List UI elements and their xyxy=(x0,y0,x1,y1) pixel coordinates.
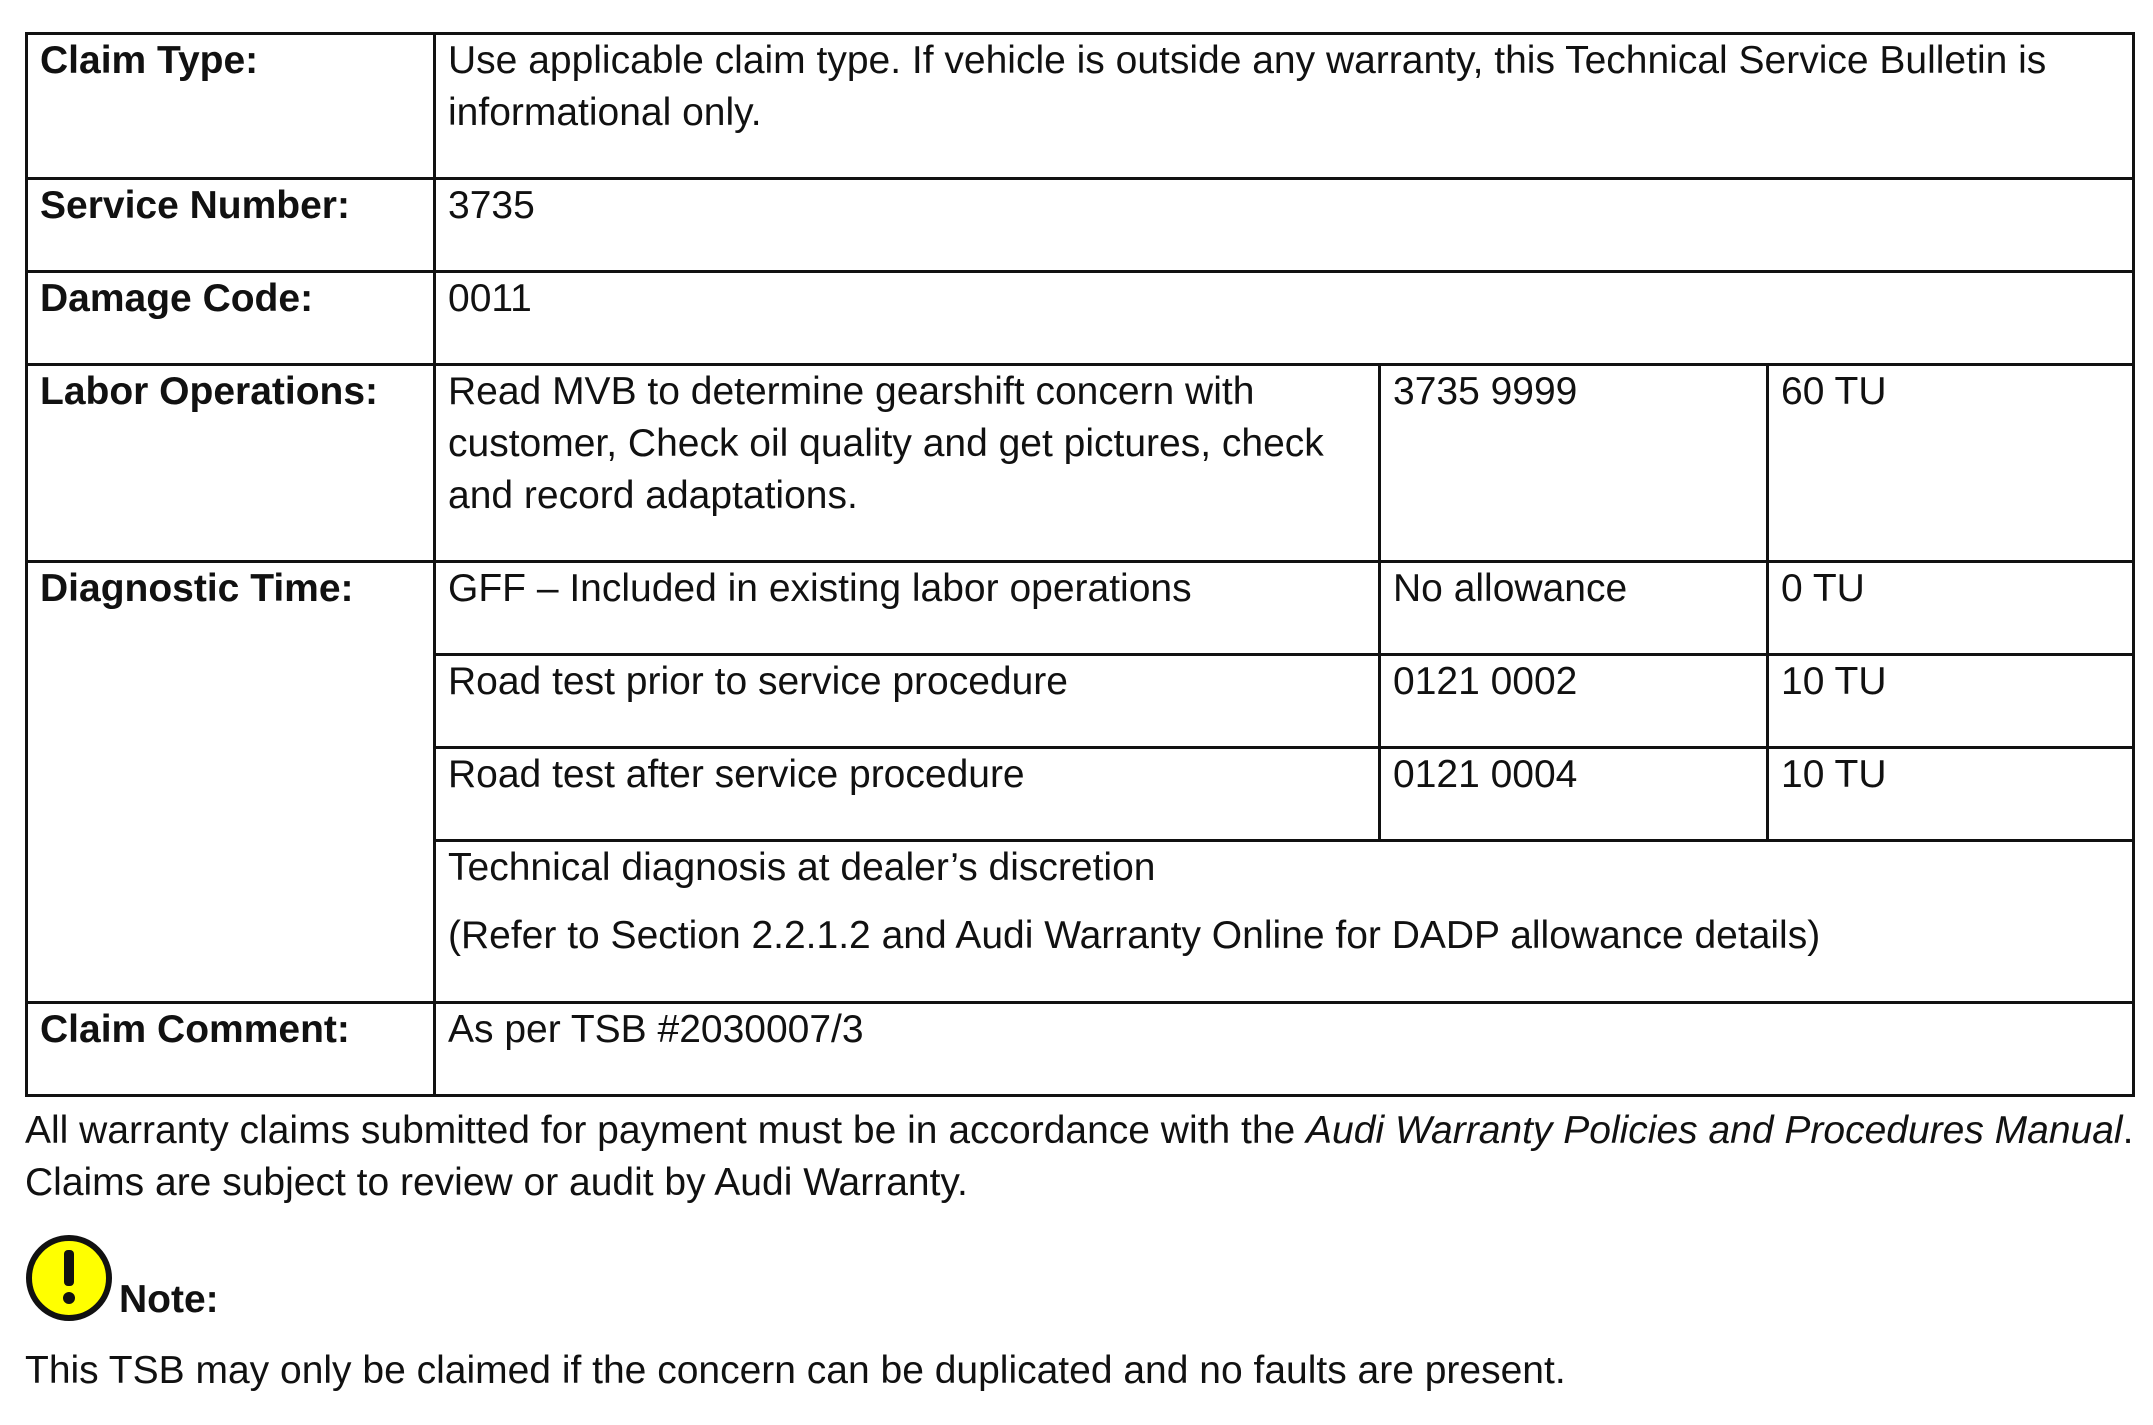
damage-code-label: Damage Code: xyxy=(27,272,435,365)
note-text: This TSB may only be claimed if the concern can be duplicated and no faults are present. xyxy=(25,1349,1566,1392)
damage-code-value: 0011 xyxy=(435,272,2134,365)
technical-diagnosis-reference: (Refer to Section 2.2.1.2 and Audi Warranty Online for DADP allowance details) xyxy=(448,914,1821,957)
service-number-row xyxy=(27,179,2134,272)
note-header xyxy=(25,1232,219,1322)
policy-text-before: All warranty claims submitted for payment must be in accordance with the xyxy=(25,1109,1307,1152)
claim-comment-value: As per TSB #2030007/3 xyxy=(435,1003,2134,1096)
service-number-label: Service Number: xyxy=(27,179,435,272)
diagnostic-description: Road test after service procedure xyxy=(435,748,1380,841)
diagnostic-row-1 xyxy=(27,562,2134,655)
policy-text-after: . Claims are subject to review or audit by Audi Warranty. xyxy=(25,1109,2134,1204)
claim-type-row xyxy=(27,34,2134,179)
warning-exclamation-icon xyxy=(25,1234,113,1322)
diagnostic-description: GFF – Included in existing labor operations xyxy=(435,562,1380,655)
diagnostic-code: No allowance xyxy=(1380,562,1768,655)
claim-comment-label: Claim Comment: xyxy=(27,1003,435,1096)
note-label: Note: xyxy=(119,1278,219,1321)
labor-operations-code: 3735 9999 xyxy=(1380,365,1768,562)
damage-code-row xyxy=(27,272,2134,365)
labor-operations-description: Read MVB to determine gearshift concern with customer, Check oil quality and get pictures, check and record adaptations. xyxy=(435,365,1380,562)
technical-diagnosis-text: Technical diagnosis at dealer’s discretion xyxy=(448,846,1156,889)
diagnostic-code: 0121 0002 xyxy=(1380,655,1768,748)
policy-manual-title: Audi Warranty Policies and Procedures Manual xyxy=(1306,1109,2123,1152)
diagnostic-description: Road test prior to service procedure xyxy=(435,655,1380,748)
diagnostic-time-label: Diagnostic Time: xyxy=(27,562,435,1003)
warranty-claim-table xyxy=(25,32,2135,1097)
claim-comment-row xyxy=(27,1003,2134,1096)
technical-diagnosis-cell xyxy=(435,841,2134,1003)
labor-operations-row xyxy=(27,365,2134,562)
diagnostic-time: 10 TU xyxy=(1768,655,2134,748)
diagnostic-time: 10 TU xyxy=(1768,748,2134,841)
labor-operations-time: 60 TU xyxy=(1768,365,2134,562)
claim-type-value: Use applicable claim type. If vehicle is outside any warranty, this Technical Service Bulletin is informational only. xyxy=(435,34,2134,179)
claim-type-label: Claim Type: xyxy=(27,34,435,179)
service-number-value: 3735 xyxy=(435,179,2134,272)
diagnostic-time: 0 TU xyxy=(1768,562,2134,655)
labor-operations-label: Labor Operations: xyxy=(27,365,435,562)
warranty-policy-paragraph xyxy=(25,1105,2135,1209)
diagnostic-code: 0121 0004 xyxy=(1380,748,1768,841)
